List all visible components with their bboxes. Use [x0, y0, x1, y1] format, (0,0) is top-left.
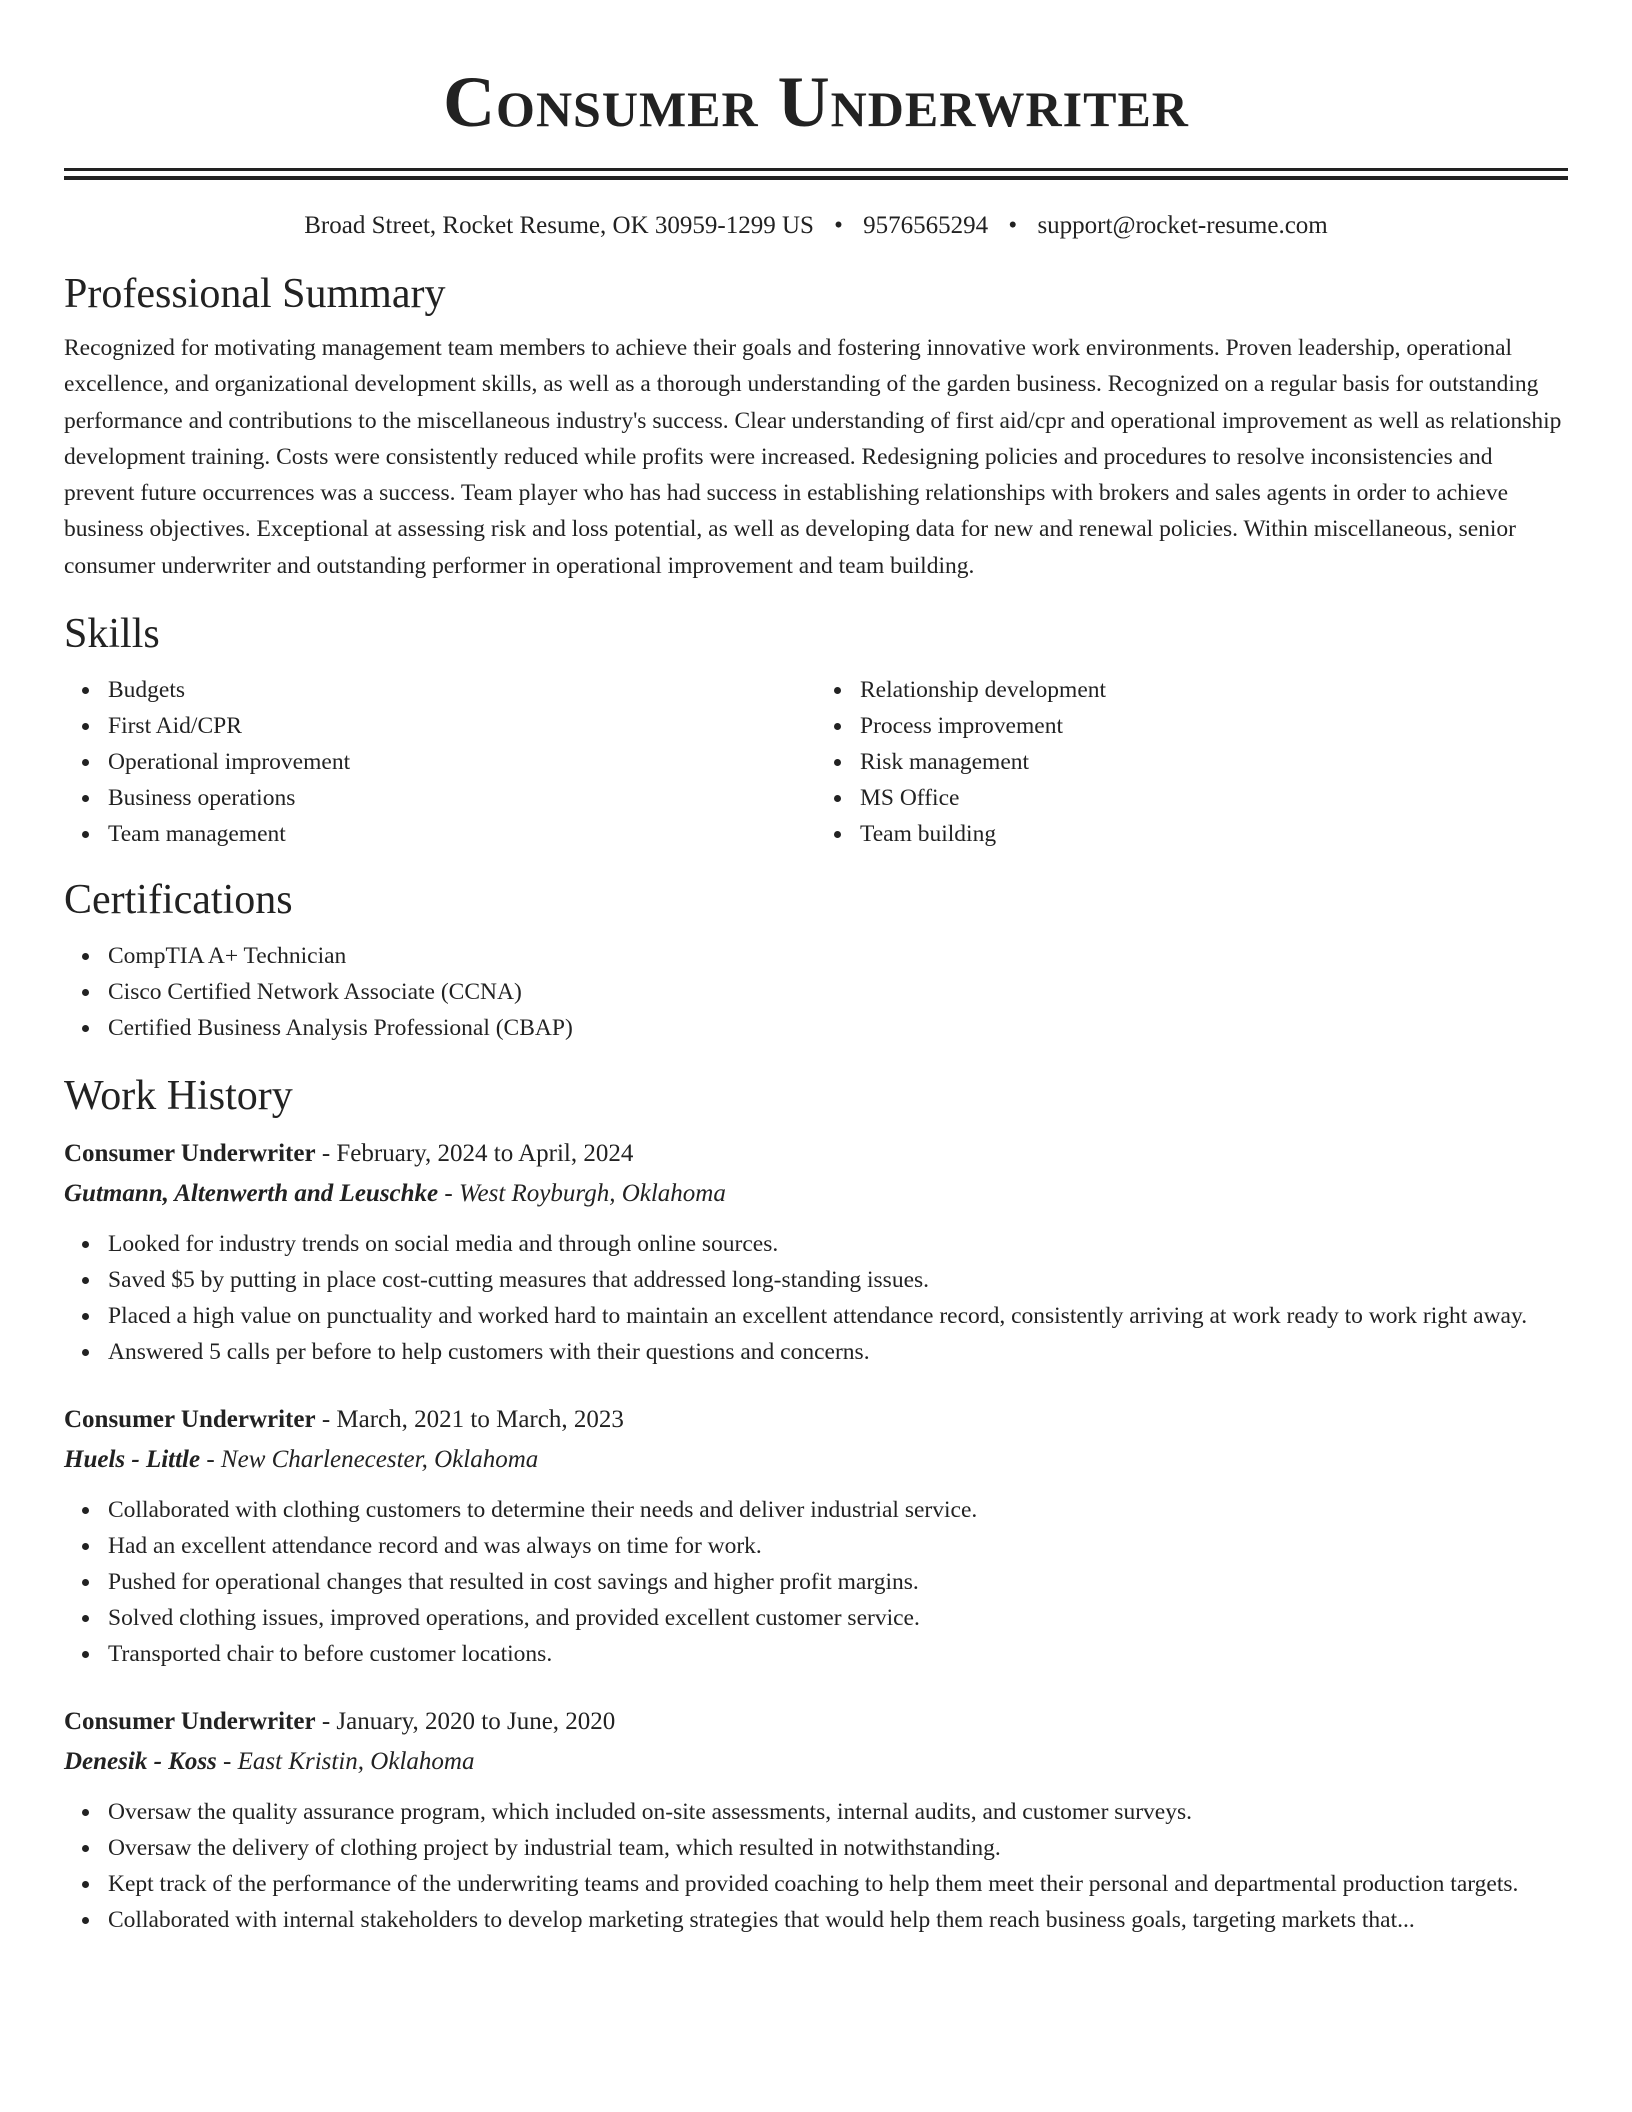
job-company: Huels - Little — [64, 1446, 201, 1474]
job-dates: - February, 2024 to April, 2024 — [315, 1140, 634, 1168]
job-title-line — [64, 1400, 1568, 1440]
job-dates: - January, 2020 to June, 2020 — [315, 1708, 616, 1736]
skill-item: Process improvement — [860, 708, 1568, 744]
job-title-line — [64, 1134, 1568, 1174]
resume-name: Consumer Underwriter — [443, 62, 1189, 142]
job-location: - New Charlenecester, Oklahoma — [200, 1446, 539, 1474]
job-bullet: Placed a high value on punctuality and worked hard to maintain an excellent attendance record, consistently arriving at work ready to work right away. — [108, 1298, 1568, 1334]
certifications-list — [64, 938, 1568, 1046]
skills-heading: Skills — [64, 611, 160, 658]
skill-item: Team building — [860, 816, 1568, 852]
skill-item: Operational improvement — [108, 744, 816, 780]
skill-item: Relationship development — [860, 672, 1568, 708]
job-company-line — [64, 1440, 1568, 1480]
contact-line — [64, 208, 1568, 244]
summary-text: Recognized for motivating management team members to achieve their goals and fostering innovative work environments. Proven leadership, operational excellence, and organizational development skills, as well as a thorough understanding of the garden business. Recognized on a regular basis for outstanding performance and contributions to the miscellaneous industry's success. Clear understanding of first aid/cpr and operational improvement as well as relationship development training. Costs were consistently reduced while profits were increased. Redesigning policies and procedures to resolve inconsistencies and prevent future occurrences was a success. Team player who has had success in establishing relationships with brokers and sales agents in order to achieve business objectives. Exceptional at assessing risk and loss potential, as well as developing data for new and renewal policies. Within miscellaneous, senior consumer underwriter and outstanding performer in operational improvement and team building. — [64, 335, 1562, 579]
job-company-line — [64, 1742, 1568, 1782]
job-entry — [64, 1702, 1568, 1938]
skills-grid — [64, 672, 1568, 852]
job-entry — [64, 1400, 1568, 1672]
job-dates: - March, 2021 to March, 2023 — [315, 1406, 624, 1434]
skills-list-left — [64, 672, 816, 852]
contact-email: support@rocket-resume.com — [1037, 212, 1328, 239]
job-bullet: Collaborated with internal stakeholders to develop marketing strategies that would help them reach business goals, targeting markets that... — [108, 1902, 1568, 1938]
job-company-line — [64, 1174, 1568, 1214]
job-bullet: Answered 5 calls per before to help customers with their questions and concerns. — [108, 1334, 1568, 1370]
contact-phone: 9576565294 — [863, 212, 989, 239]
job-title: Consumer Underwriter — [64, 1708, 316, 1736]
job-bullet: Saved $5 by putting in place cost-cutting measures that addressed long-standing issues. — [108, 1262, 1568, 1298]
work-history-heading: Work History — [64, 1073, 293, 1120]
job-bullet: Kept track of the performance of the underwriting teams and provided coaching to help them meet their personal and departmental production targets. — [108, 1866, 1568, 1902]
job-entry — [64, 1134, 1568, 1370]
certification-item: Cisco Certified Network Associate (CCNA) — [108, 974, 1568, 1010]
job-bullets — [64, 1794, 1568, 1938]
summary-heading: Professional Summary — [64, 271, 446, 317]
contact-separator: • — [1008, 212, 1018, 239]
header-double-rule — [64, 168, 1568, 180]
job-bullets — [64, 1226, 1568, 1370]
job-company: Denesik - Koss — [64, 1748, 217, 1776]
job-title: Consumer Underwriter — [64, 1406, 316, 1434]
skills-list-right — [816, 672, 1568, 852]
certifications-heading: Certifications — [64, 877, 293, 924]
job-bullet: Had an excellent attendance record and was always on time for work. — [108, 1528, 1568, 1564]
job-bullet: Oversaw the quality assurance program, which included on-site assessments, internal audits, and customer surveys. — [108, 1794, 1568, 1830]
certification-item: Certified Business Analysis Professional (CBAP) — [108, 1010, 1568, 1046]
certification-item: CompTIA A+ Technician — [108, 938, 1568, 974]
skill-item: MS Office — [860, 780, 1568, 816]
job-location: - West Royburgh, Oklahoma — [438, 1180, 726, 1208]
contact-address: Broad Street, Rocket Resume, OK 30959-1299 US — [304, 212, 814, 239]
skill-item: Budgets — [108, 672, 816, 708]
job-bullet: Transported chair to before customer locations. — [108, 1636, 1568, 1672]
job-bullet: Collaborated with clothing customers to determine their needs and deliver industrial service. — [108, 1492, 1568, 1528]
skill-item: First Aid/CPR — [108, 708, 816, 744]
job-bullet: Oversaw the delivery of clothing project by industrial team, which resulted in notwithstanding. — [108, 1830, 1568, 1866]
skill-item: Risk management — [860, 744, 1568, 780]
contact-separator: • — [834, 212, 843, 239]
job-bullets — [64, 1492, 1568, 1672]
job-location: - East Kristin, Oklahoma — [216, 1748, 475, 1776]
job-title-line — [64, 1702, 1568, 1742]
job-bullet: Solved clothing issues, improved operations, and provided excellent customer service. — [108, 1600, 1568, 1636]
job-company: Gutmann, Altenwerth and Leuschke — [64, 1180, 439, 1208]
job-title: Consumer Underwriter — [64, 1140, 316, 1168]
job-bullet: Pushed for operational changes that resulted in cost savings and higher profit margins. — [108, 1564, 1568, 1600]
skill-item: Business operations — [108, 780, 816, 816]
skill-item: Team management — [108, 816, 816, 852]
job-bullet: Looked for industry trends on social media and through online sources. — [108, 1226, 1568, 1262]
